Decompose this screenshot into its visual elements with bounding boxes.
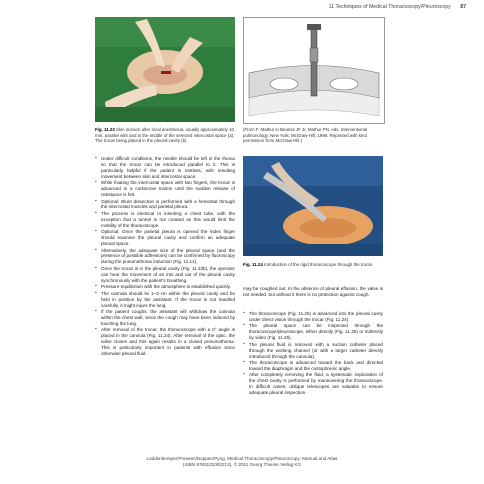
list-item: ▪ Optional: Blunt dissection is performed with a hemostat through the intercostal muscles and parietal pleura. [95, 199, 235, 211]
list-item: ▪ The pleural space can be inspected through the thoracoscope/pleuroscope, either directly (Fig. 11.25) or indirectly by video (Fig. 11.26). [243, 323, 383, 341]
list-item: ▪ The pleural fluid is removed with a suction catheter placed through the working channel (or with a larger catheter directly introduced through the cannula). [243, 342, 383, 360]
list-item: ▪ Optional: Once the parietal pleura is opened the index finger should examine the pleural cavity and confirm an adequate pleural space. [95, 229, 235, 247]
list-item: ▪ While fixating the intercostal space with two fingers, the trocar is advanced in a corkscrew motion until the sudden release of resistance is felt. [95, 180, 235, 198]
right-column-continuation: may be coughed out. In the absence of pleural effusion, the valve is not needed, but without it there is no protection against cough. [243, 286, 383, 297]
list-item: ▪ The cannula should lie 1–3 cm within the pleural cavity and be held in position by the assistant. If the trocar is not handled carefully, it might injure the lung. [95, 291, 235, 309]
list-item: ▪ After completely removing the fluid, a systematic exploration of the chest cavity is performed by maneuvering the thoracoscope. In difficult cases, oblique telescopes are valuable to ensure adequate pleural inspection. [243, 372, 383, 396]
caption-text: Skin incision after local anesthesia, usually approximately 10 mm, parallel with and in the middle of the selected intercostal space (a). The trocar being placed in the pleural cavity (b). [95, 127, 235, 144]
list-item: ▪ Under difficult conditions, the needle should be left in the thorax so that the trocar can be introduced parallel to it. This is particularly helpful if the patient is restless, with resulting movement between skin and intercostal space. [95, 156, 235, 180]
running-header [329, 4, 466, 10]
trocar-sketch-illustration [244, 18, 384, 123]
caption-text: Introduction of the rigid thoracoscope through the trocar. [264, 262, 374, 267]
list-item: ▪ If the patient coughs, the assistant will withdraw the cannula within the chest wall, since the cough may have been induced by touching the lung. [95, 309, 235, 327]
list-item: ▪ The process is identical to inserting a chest tube, with the exception that a tunnel is not created as this would limit the mobility of the thoracoscope. [95, 211, 235, 229]
left-column-list [95, 156, 235, 357]
figure-11-24-caption [243, 262, 383, 268]
list-item: ▪ Pressure equilibrium with the atmosphere is established quickly. [95, 284, 235, 290]
figure-11-23a-photo [95, 17, 235, 122]
page-footer [0, 456, 484, 468]
credit-text: (From F. Mathur in Beamis JF Jr, Mathur PN, eds. Interventional pulmonology. New York: McGraw-Hill; 1999. Reprinted with kind permission from McGraw-Hill.) [243, 127, 368, 144]
footer-line-2: (ISBN 9783131082213), © 2011 Georg Thieme Verlag KG [182, 462, 302, 467]
right-column-list [243, 311, 383, 397]
thoracoscope-photo-illustration [243, 156, 383, 256]
footer-line-1: Loddenkemper/Praveen/Noppen/Pyng, Medical Thoracoscopy/Pleuroscopy: Manual and Atlas [146, 456, 338, 461]
list-item: ▪ After removal of the trocar, the thoracoscope with a 0° angle is placed in the cannula (Fig. 11.24). After removal of the optic, the valve closes and this again results in a closed pneumothorax. This is particularly important in patients with effusion since otherwise pleural fluid [95, 327, 235, 357]
list-item: ▪ The thoracoscope is advanced toward the back and directed toward the diaphragm and the costophrenic angle. [243, 360, 383, 372]
list-item: ▪ Once the trocar is in the pleural cavity (Fig. 11.23b), the operator can hear the movement of air into and out of the pleural cavity synchronously with the patient's breathing. [95, 266, 235, 284]
list-item: ▪ Alternatively, the adequate size of the pleural space (and the presence of possible adhesions) can be confirmed by fluoroscopy during the pneumothorax induction (Fig. 11.14). [95, 248, 235, 266]
figure-11-24-photo [243, 156, 383, 256]
figure-11-23-caption [95, 127, 235, 144]
figure-11-23-credit [243, 127, 383, 144]
caption-label: Fig. 11.24 [243, 262, 263, 267]
chapter-title: 11 Techniques of Medical Thoracoscopy/Pleuroscopy [328, 4, 451, 10]
list-item: ▪ The thoracoscope (Fig. 11.25) is advanced into the pleural cavity under direct vision through the trocar (Fig. 11.24). [243, 311, 383, 323]
figure-11-23b-sketch [243, 17, 385, 124]
caption-label: Fig. 11.23 [95, 127, 115, 132]
page-number: 87 [460, 4, 466, 10]
surgery-photo-illustration [95, 17, 235, 122]
